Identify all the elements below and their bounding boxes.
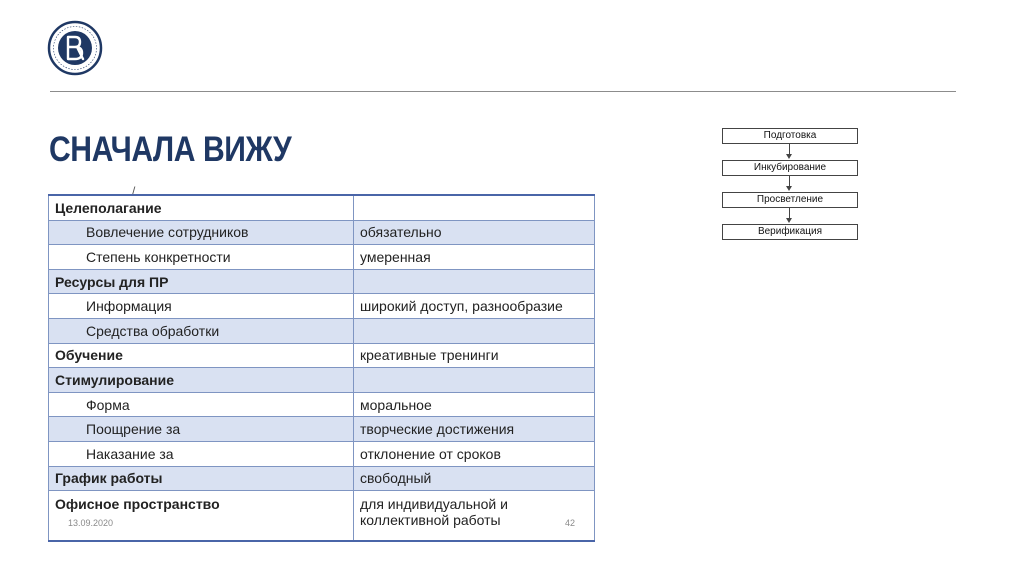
row-value: для индивидуальной и коллективной работы (354, 491, 595, 542)
tick-mark: / (132, 184, 136, 198)
row-label: Наказание за (49, 441, 354, 466)
row-value: моральное (354, 392, 595, 417)
table-row (49, 220, 595, 245)
table-row (49, 392, 595, 417)
row-value: отклонение от сроков (354, 441, 595, 466)
row-value: широкий доступ, разнообразие (354, 294, 595, 319)
table-row (49, 491, 595, 542)
row-label: Поощрение за (49, 417, 354, 442)
table-row (49, 294, 595, 319)
header-divider (50, 91, 956, 92)
row-label: График работы (49, 466, 354, 491)
row-label: Офисное пространство (49, 491, 354, 542)
arrow-down-icon (722, 176, 858, 192)
criteria-table (48, 194, 595, 542)
table-row (49, 417, 595, 442)
table-row (49, 466, 595, 491)
table-row (49, 441, 595, 466)
flow-step: Верификация (722, 224, 858, 240)
footer-date: 13.09.2020 (68, 518, 114, 528)
row-value (354, 269, 595, 294)
hse-emblem-icon (47, 20, 103, 76)
stages-flowchart (722, 128, 858, 240)
arrow-down-icon (722, 144, 858, 160)
row-label: Вовлечение сотрудников (49, 220, 354, 245)
row-label: Стимулирование (49, 368, 354, 393)
row-value (354, 318, 595, 343)
row-label: Целеполагание (49, 195, 354, 220)
footer-page-number: 42 (565, 518, 576, 528)
row-value: свободный (354, 466, 595, 491)
row-value: умеренная (354, 245, 595, 270)
table-row (49, 343, 595, 368)
row-label: Форма (49, 392, 354, 417)
flow-step: Просветление (722, 192, 858, 208)
table-row (49, 269, 595, 294)
flow-step: Подготовка (722, 128, 858, 144)
table-row (49, 368, 595, 393)
row-value: творческие достижения (354, 417, 595, 442)
table-row (49, 318, 595, 343)
row-value (354, 368, 595, 393)
row-label: Информация (49, 294, 354, 319)
flow-step: Инкубирование (722, 160, 858, 176)
row-label: Обучение (49, 343, 354, 368)
hse-logo (47, 20, 103, 76)
slide-title: СНАЧАЛА ВИЖУ (49, 130, 292, 169)
arrow-down-icon (722, 208, 858, 224)
row-value (354, 195, 595, 220)
table-row (49, 195, 595, 220)
row-label: Ресурсы для ПР (49, 269, 354, 294)
row-value: креативные тренинги (354, 343, 595, 368)
row-label: Средства обработки (49, 318, 354, 343)
row-label: Степень конкретности (49, 245, 354, 270)
table-row (49, 245, 595, 270)
row-value: обязательно (354, 220, 595, 245)
